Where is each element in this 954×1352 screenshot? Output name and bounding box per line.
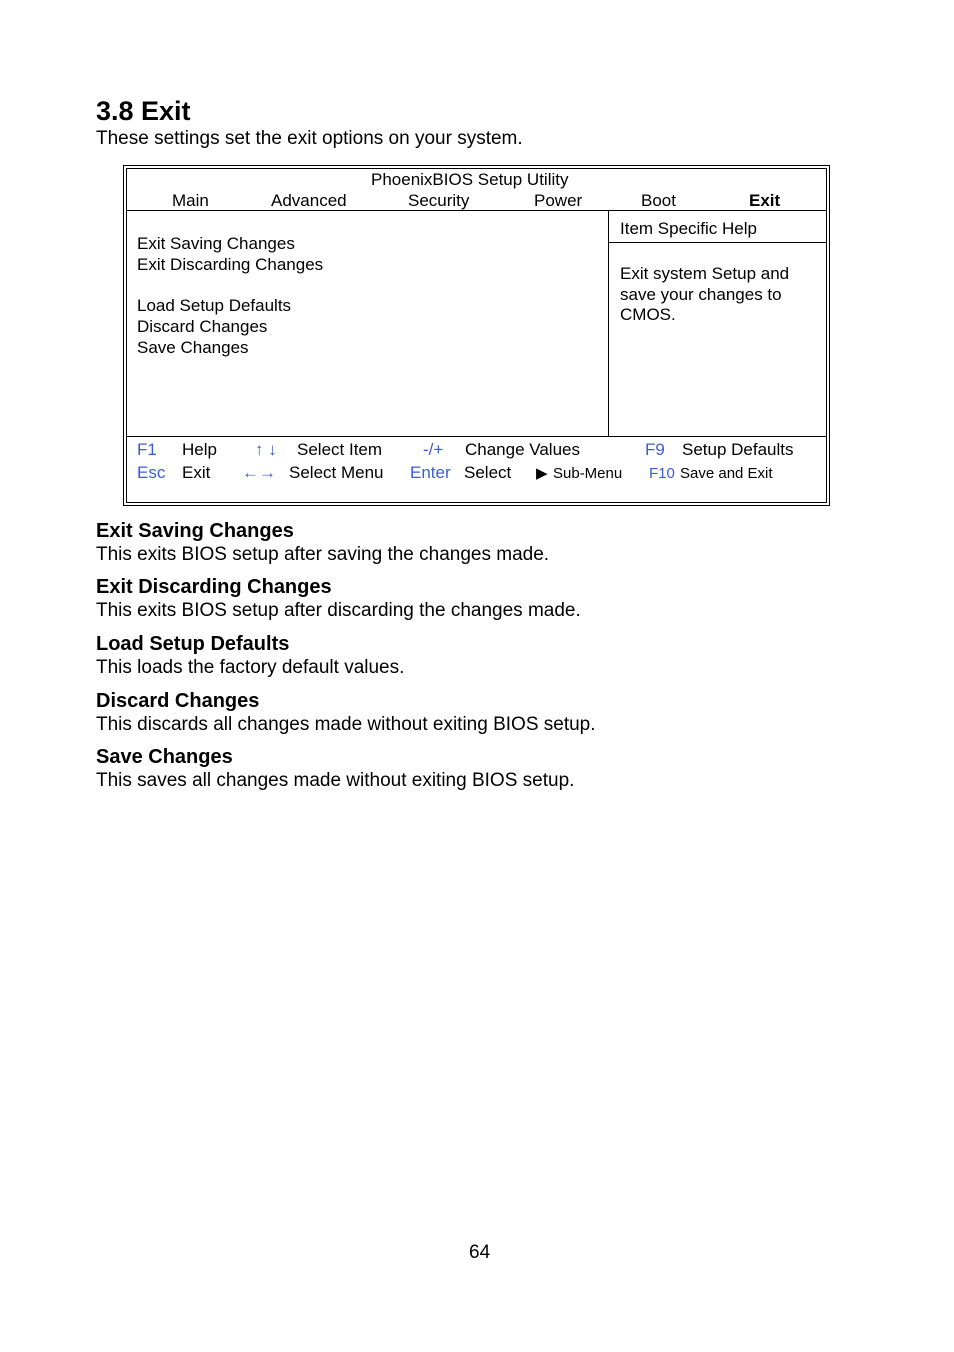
bios-screen: [123, 165, 830, 506]
key-plus-minus: -/+: [423, 440, 444, 459]
key-plus-minus-label: Change Values: [465, 440, 580, 459]
desc-text: This exits BIOS setup after discarding the changes made.: [96, 600, 581, 621]
help-title: Item Specific Help: [620, 219, 757, 238]
tab-advanced[interactable]: Advanced: [271, 191, 347, 210]
menu-item-save-changes[interactable]: Save Changes: [137, 338, 249, 357]
key-esc-label: Exit: [182, 463, 211, 482]
menu-item-load-setup-defaults[interactable]: Load Setup Defaults: [137, 296, 292, 315]
menu-item-discard-changes[interactable]: Discard Changes: [137, 317, 268, 336]
key-f1-label: Help: [182, 440, 217, 459]
key-enter-label: Select: [464, 463, 512, 482]
key-updown-label: Select Item: [297, 440, 383, 459]
submenu-label: Sub-Menu: [553, 465, 623, 482]
tab-boot[interactable]: Boot: [641, 191, 676, 210]
key-leftright-label: Select Menu: [289, 463, 384, 482]
key-f10-label: Save and Exit: [680, 465, 773, 482]
desc-text: This loads the factory default values.: [96, 657, 405, 678]
help-line: CMOS.: [620, 305, 676, 324]
help-panel-divider: [608, 210, 609, 436]
tab-exit[interactable]: Exit: [749, 191, 781, 210]
menu-item-exit-discarding-changes[interactable]: Exit Discarding Changes: [137, 255, 324, 274]
tab-main[interactable]: Main: [172, 191, 209, 210]
desc-title: Save Changes: [96, 746, 233, 768]
left-right-arrows-icon: ←→: [242, 463, 276, 482]
help-line: save your changes to: [620, 285, 782, 304]
up-down-arrows-icon: ↑ ↓: [255, 440, 277, 459]
help-line: Exit system Setup and: [620, 264, 790, 283]
key-f9: F9: [645, 440, 665, 459]
header-divider: [126, 210, 827, 211]
desc-title: Exit Saving Changes: [96, 520, 294, 542]
help-title-divider: [608, 242, 827, 243]
key-enter: Enter: [410, 463, 451, 482]
desc-text: This exits BIOS setup after saving the changes made.: [96, 544, 550, 565]
section-intro: These settings set the exit options on your system.: [96, 128, 523, 149]
desc-title: Exit Discarding Changes: [96, 576, 332, 598]
desc-title: Load Setup Defaults: [96, 633, 290, 655]
desc-text: This discards all changes made without exiting BIOS setup.: [96, 714, 596, 735]
key-f1: F1: [137, 440, 157, 459]
key-f9-label: Setup Defaults: [682, 440, 794, 459]
utility-title: PhoenixBIOS Setup Utility: [371, 170, 569, 189]
submenu-triangle-icon: ▶: [536, 465, 548, 482]
desc-title: Discard Changes: [96, 690, 260, 712]
menu-item-exit-saving-changes[interactable]: Exit Saving Changes: [137, 234, 295, 253]
page-number: 64: [469, 1242, 491, 1263]
section-title: 3.8 Exit: [96, 96, 191, 126]
footer-divider: [126, 436, 827, 437]
tab-power[interactable]: Power: [534, 191, 583, 210]
desc-text: This saves all changes made without exiting BIOS setup.: [96, 770, 575, 791]
key-f10: F10: [649, 465, 675, 482]
key-esc: Esc: [137, 463, 166, 482]
tab-security[interactable]: Security: [408, 191, 470, 210]
